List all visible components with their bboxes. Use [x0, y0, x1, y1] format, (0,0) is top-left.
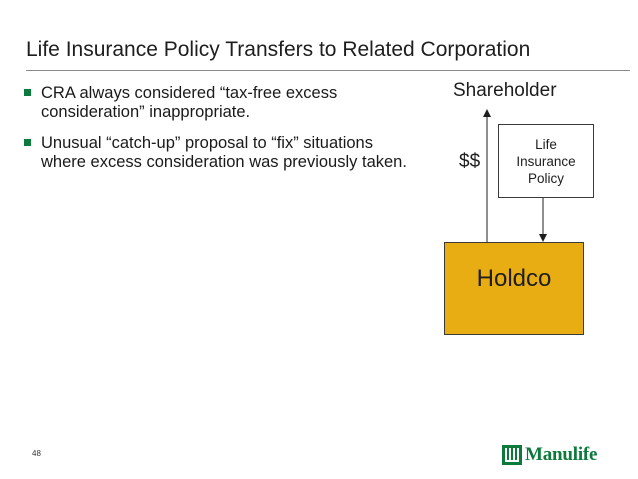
- holdco-box: [444, 242, 584, 335]
- money-label: $$: [459, 151, 481, 172]
- policy-line: Insurance: [516, 153, 576, 169]
- manulife-logo: [502, 444, 597, 466]
- policy-line: Life: [535, 136, 557, 152]
- bullet-text: Unusual “catch-up” proposal to “fix” situations where excess consideration was previously taken.: [41, 134, 407, 171]
- policy-line: Policy: [527, 170, 564, 186]
- manulife-logo-icon: [502, 445, 522, 465]
- bullet-text: CRA always considered “tax-free excess consideration” inappropriate.: [41, 84, 338, 121]
- slide-title: Life Insurance Policy Transfers to Related Corporation: [26, 38, 531, 61]
- holdco-label: Holdco: [476, 264, 552, 292]
- page-number: 48: [32, 449, 41, 458]
- life-insurance-policy-box: [498, 124, 594, 198]
- shareholder-label: Shareholder: [453, 80, 557, 101]
- manulife-logo-text: Manulife: [525, 444, 598, 465]
